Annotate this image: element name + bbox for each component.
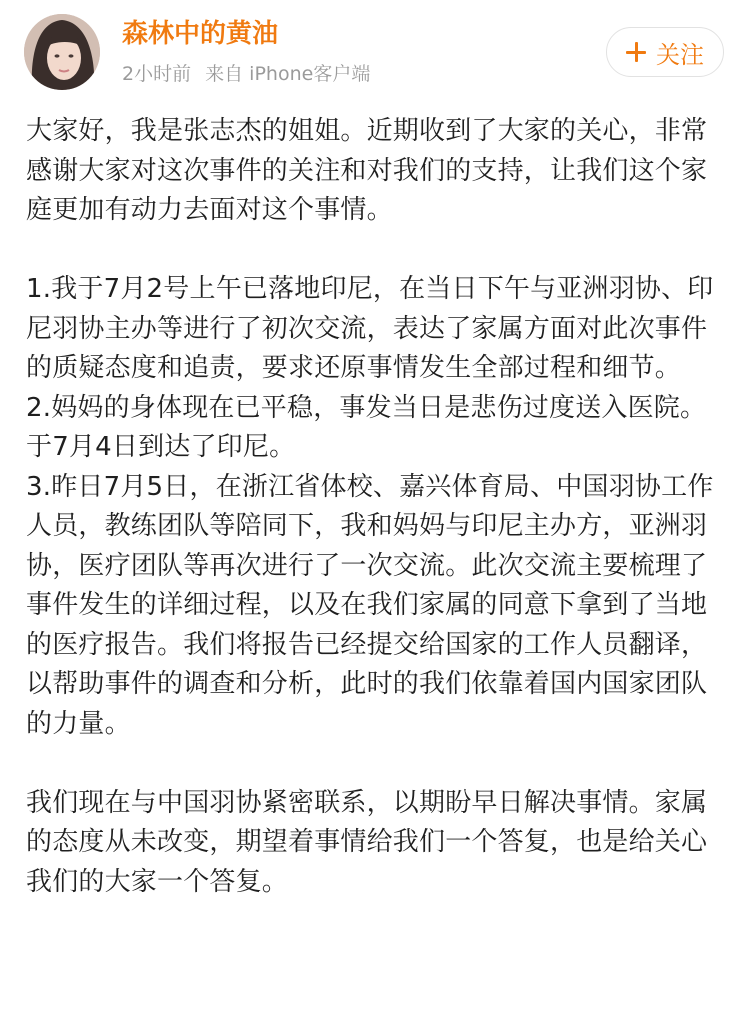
post-meta [122,60,370,88]
paragraph-spacer [26,231,726,271]
post-paragraph: 2.妈妈的身体现在已平稳，事发当日是悲伤过度送入医院。于7月4日到达了印尼。 [26,392,707,462]
user-avatar-photo[interactable] [24,14,100,90]
post-paragraph: 大家好，我是张志杰的姐姐。近期收到了大家的关心，非常感谢大家对这次事件的关注和对我们的支持，让我们这个家庭更加有动力去面对这个事情。 [26,116,708,225]
post-header [0,0,749,100]
avatar-image [24,14,100,90]
post-source: 来自 iPhone客户端 [205,63,371,85]
plus-icon [626,42,646,62]
post-content [26,112,726,902]
post-time: 2小时前 [122,63,192,85]
post-paragraph: 1.我于7月2号上午已落地印尼，在当日下午与亚洲羽协、印尼羽协主办等进行了初次交流，表达了家属方面对此次事件的质疑态度和追责，要求还原事情发生全部过程和细节。 [26,274,714,383]
paragraph-spacer [26,744,726,784]
author-name[interactable]: 森林中的黄油 [122,19,279,49]
post-paragraph: 我们现在与中国羽协紧密联系，以期盼早日解决事情。家属的态度从未改变，期望着事情给我们一个答复，也是给关心我们的大家一个答复。 [26,787,708,897]
follow-button[interactable] [606,27,724,77]
post-paragraph: 3.昨日7月5日，在浙江省体校、嘉兴体育局、中国羽协工作人员，教练团队等陪同下，我和妈妈与印尼主办方，亚洲羽协，医疗团队等再次进行了一次交流。此次交流主要梳理了事件发生的详细过程，以及在我们家属的同意下拿到了当地的医疗报告。我们将报告已经提交给国家的工作人员翻译，以帮助事件的调查和分析，此时的我们依靠着国内国家团队的力量。 [26,471,714,739]
follow-button-label: 关注 [656,40,704,69]
